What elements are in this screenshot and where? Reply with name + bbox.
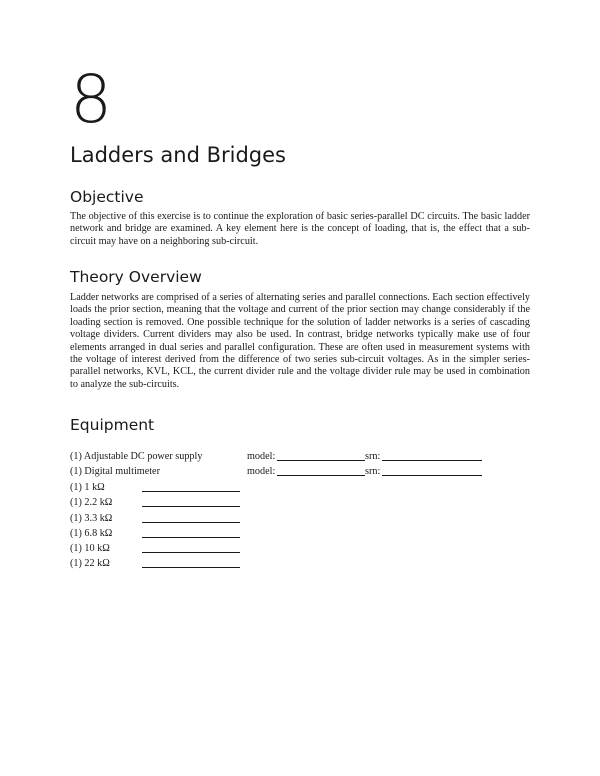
- measured-value-blank[interactable]: [142, 552, 240, 553]
- equipment-item-label: (1) 1 kΩ: [70, 482, 105, 493]
- measured-value-blank[interactable]: [142, 522, 240, 523]
- equipment-item-label: (1) 2.2 kΩ: [70, 497, 113, 508]
- model-label: model:: [247, 451, 276, 462]
- model-blank[interactable]: [277, 475, 365, 476]
- measured-value-blank[interactable]: [142, 537, 240, 538]
- model-blank[interactable]: [277, 460, 365, 461]
- model-label: model:: [247, 466, 276, 477]
- equipment-item-label: (1) 10 kΩ: [70, 543, 110, 554]
- chapter-title: Ladders and Bridges: [70, 143, 286, 167]
- srn-label: srn:: [365, 451, 381, 462]
- equipment-item-label: (1) 22 kΩ: [70, 558, 110, 569]
- equipment-item-label: (1) 6.8 kΩ: [70, 528, 113, 539]
- objective-paragraph: The objective of this exercise is to continue the exploration of basic series-parallel DC circuits. The basic ladder network and bridge are examined. A key element here is the concept of loading, that is, the effect that a sub-circuit may have on a neighboring sub-circuit.: [70, 211, 530, 247]
- measured-value-blank[interactable]: [142, 506, 240, 507]
- objective-heading: Objective: [70, 188, 144, 206]
- equipment-item-label: (1) Adjustable DC power supply: [70, 451, 203, 462]
- equipment-item-label: (1) Digital multimeter: [70, 466, 160, 477]
- srn-blank[interactable]: [382, 475, 482, 476]
- srn-blank[interactable]: [382, 460, 482, 461]
- equipment-heading: Equipment: [70, 416, 155, 434]
- measured-value-blank[interactable]: [142, 491, 240, 492]
- chapter-number: 8: [70, 61, 112, 138]
- theory-paragraph: Ladder networks are comprised of a series of alternating series and parallel connections. Each section effectively loads the prior section, meaning that the voltage and current of the prior section may change considerably if the loading section is removed. One possible technique for the solution of ladder networks is a series of cascading voltage dividers. Current dividers may also be used. In contrast, bridge networks typically make use of four elements arranged in dual series and parallel configuration. These are often used in measurement systems with the voltage of interest derived from the difference of two series sub-circuit voltages. As in the simpler series-parallel networks, KVL, KCL, the current divider rule and the voltage divider rule may be used in combination to analyze the sub-circuits.: [70, 292, 530, 390]
- theory-heading: Theory Overview: [70, 268, 202, 286]
- srn-label: srn:: [365, 466, 381, 477]
- measured-value-blank[interactable]: [142, 567, 240, 568]
- equipment-item-label: (1) 3.3 kΩ: [70, 513, 113, 524]
